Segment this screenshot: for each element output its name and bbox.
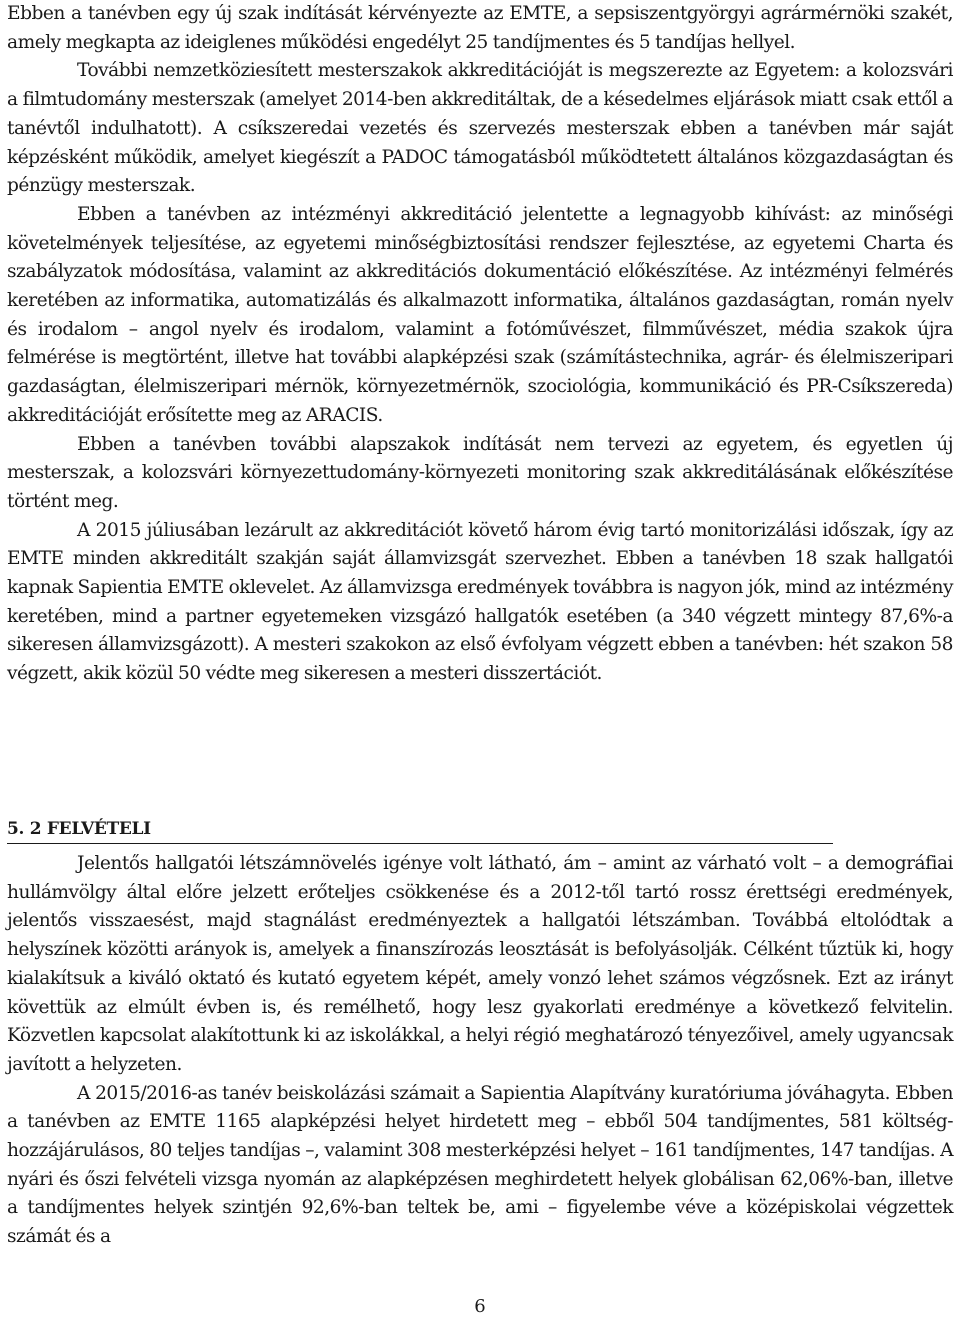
- paragraph-master-accreditation: További nemzetköziesített mesterszakok akkreditációját is megszerezte az Egyetem: a kolozsvári a filmtudomány mesterszak (amelyet 2014-ben akkreditáltak, de a késedelmes eljárások miatt csak ettől a tanévtől indulhatott). A csíkszeredai vezetés és szervezés mesterszak ebben a tanévben már saját képzésként működik, amelyet kiegészít a PADOC támogatásból működtetett általános közgazdaságtan és pénzügy mesterszak.: [7, 60, 953, 197]
- paragraph-new-programs-plan: Ebben a tanévben további alapszakok indítását nem tervezi az egyetem, és egyetlen új mesterszak, a kolozsvári környezettudomány-környezeti monitoring szak akkreditálásának előkészítése történt meg.: [7, 433, 953, 512]
- section-heading: 5. 2 FELVÉTELI: [7, 815, 833, 844]
- document-body: [7, 0, 953, 689]
- page-number: 6: [474, 1296, 486, 1317]
- paragraph-enrollment-numbers: A 2015/2016-as tanév beiskolázási számait a Sapientia Alapítvány kuratóriuma jóváhagyta. Ebben a tanévben az EMTE 1165 alapképzési helyet hirdetett meg – ebből 504 tandíjmentes, 581 költség-hozzájárulásos, 80 teljes tandíjas –, valamint 308 mesterképzési helyet – 161 tandíjmentes, 147 tandíjas. A nyári és őszi felvételi vizsga nyomán az alapképzésen meghirdetett helyek globálisan 62,06%-ban, illetve a tandíjmentes helyek szintjén 92,6%-ban teltek be, ami – figyelembe véve a középiskolai végzettek számát és a: [7, 1082, 953, 1248]
- paragraph-new-program: Ebben a tanévben egy új szak indítását kérvényezte az EMTE, a sepsiszentgyörgyi agrármérnöki szakét, amely megkapta az ideiglenes működési engedélyt 25 tandíjmentes és 5 tandíjas hellyel.: [7, 3, 953, 53]
- paragraph-state-exam: A 2015 júliusában lezárult az akkreditációt követő három évig tartó monitorizálási időszak, így az EMTE minden akkreditált szakján saját államvizsgát szervezhet. Ebben a tanévben 18 szak hallgatói kapnak Sapientia EMTE oklevelet. Az államvizsga eredmények továbbra is nagyon jók, mind az intézmény keretében, mind a partner egyetemeken vizsgázó hallgatók esetében (a 340 végzett mintegy 87,6%-a sikeresen államvizsgázott). A mesteri szakokon az első évfolyam végzett ebben a tanévben: hét szakon 58 végzett, akik közül 50 védte meg sikeresen a mesteri disszertációt.: [7, 519, 953, 685]
- paragraph-enrollment-demand: Jelentős hallgatói létszámnövelés igénye volt látható, ám – amint az várható volt – a demográfiai hullámvölgy által előre jelzett erőteljes csökkenése és a 2012-től tartó rossz érettségi eredmények, jelentős visszaesést, majd stagnálást eredményeztek a hallgatói létszámban. Továbbá eltolódtak a helyszínek közötti arányok is, amelyek a finanszírozás leosztását is befolyásolják. Célként tűztük ki, hogy kialakítsuk a kiváló oktató és kutató egyetem képét, amely vonzó lehet számos végzősnek. Ezt az irányt követtük az elmúlt évben is, és remélhető, hogy lesz gyakorlati eredménye a következő felvitelin. Közvetlen kapcsolat alakítottunk ki az iskolákkal, a helyi régió meghatározó tényezőivel, amely ugyancsak javított a helyzeten.: [7, 853, 953, 1075]
- admissions-section: [7, 850, 953, 1252]
- paragraph-institutional-accreditation: Ebben a tanévben az intézményi akkreditáció jelentette a legnagyobb kihívást: az minőségi követelmények teljesítése, az egyetemi minőségbiztosítási rendszer fejlesztése, az egyetemi Charta és szabályzatok módosítása, valamint az akkreditációs dokumentáció előkészítése. Az intézményi felmérés keretében az informatika, automatizálás és alkalmazott informatika, általános gazdaságtan, román nyelv és irodalom – angol nyelv és irodalom, valamint a fotóművészet, filmművészet, média szakok újra felmérése is megtörtént, illetve hat további alapképzési szak (számítástechnika, agrár- és élelmiszeripari gazdaságtan, élelmiszeripari mérnök, környezetmérnök, szociológia, kommunikáció és PR-Csíkszereda) akkreditációját erősítette meg az ARACIS.: [7, 203, 953, 426]
